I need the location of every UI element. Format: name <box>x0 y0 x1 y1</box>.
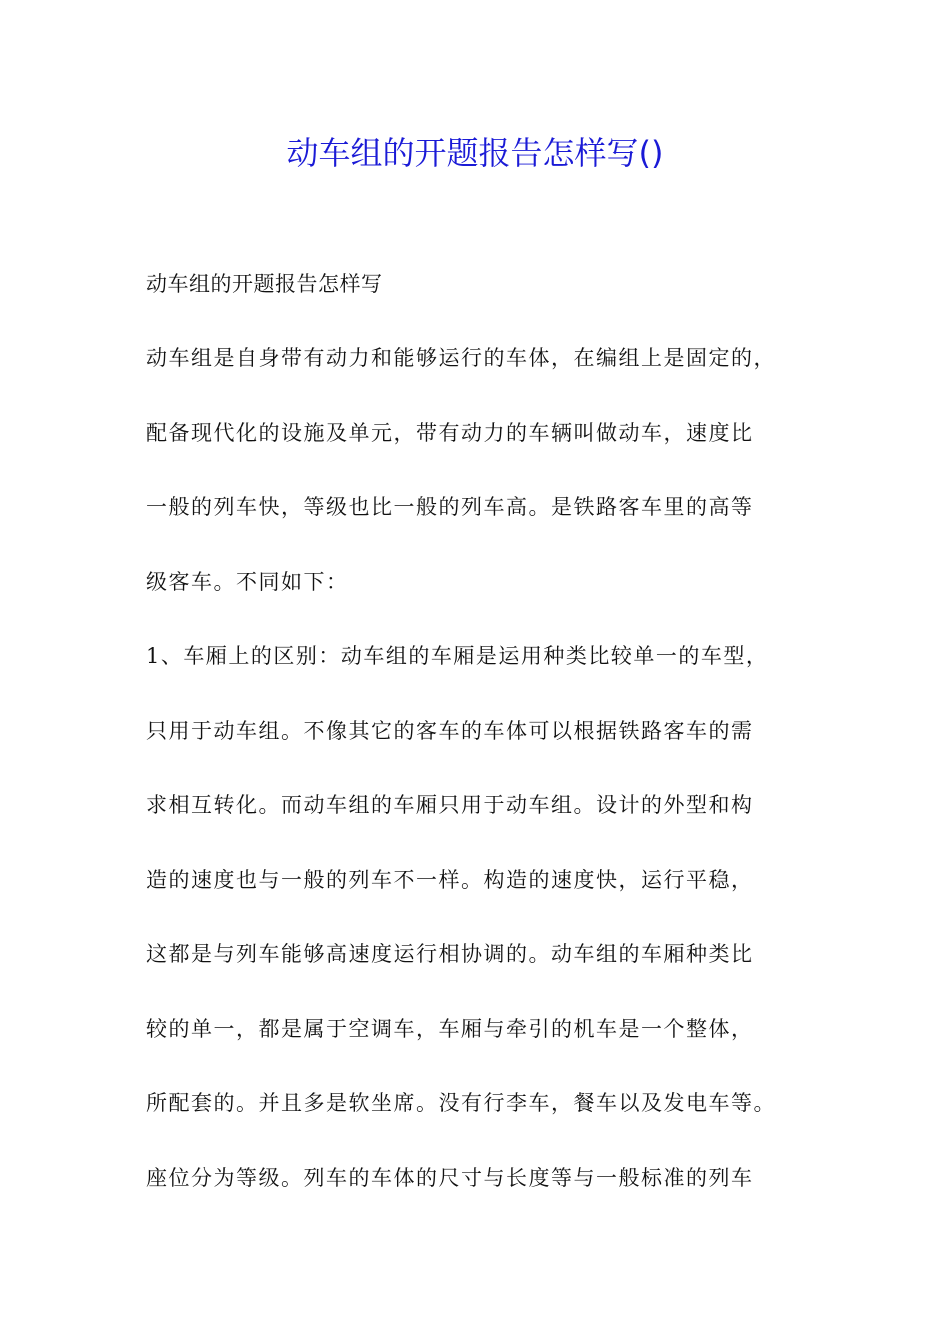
paragraph-line: 动车组是自身带有动力和能够运行的车体，在编组上是固定的， <box>146 346 776 370</box>
paragraph-line: 所配套的。并且多是软坐席。没有行李车，餐车以及发电车等。 <box>146 1091 776 1115</box>
paragraph-line: 1、车厢上的区别：动车组的车厢是运用种类比较单一的车型， <box>146 644 769 668</box>
paragraph-line: 求相互转化。而动车组的车厢只用于动车组。设计的外型和构 <box>146 793 754 817</box>
paragraph-line: 一般的列车快，等级也比一般的列车高。是铁路客车里的高等 <box>146 495 754 519</box>
paragraph-line: 级客车。不同如下： <box>146 570 349 594</box>
paragraph-line: 较的单一，都是属于空调车，车厢与牵引的机车是一个整体， <box>146 1017 754 1041</box>
paragraph-line: 座位分为等级。列车的车体的尺寸与长度等与一般标准的列车 <box>146 1166 754 1190</box>
document-title: 动车组的开题报告怎样写() <box>286 134 664 172</box>
subtitle-line: 动车组的开题报告怎样写 <box>146 272 383 296</box>
paragraph-line: 只用于动车组。不像其它的客车的车体可以根据铁路客车的需 <box>146 719 754 743</box>
paragraph-line: 配备现代化的设施及单元，带有动力的车辆叫做动车，速度比 <box>146 421 754 445</box>
paragraph-line: 造的速度也与一般的列车不一样。构造的速度快，运行平稳， <box>146 868 754 892</box>
paragraph-line: 这都是与列车能够高速度运行相协调的。动车组的车厢种类比 <box>146 942 754 966</box>
